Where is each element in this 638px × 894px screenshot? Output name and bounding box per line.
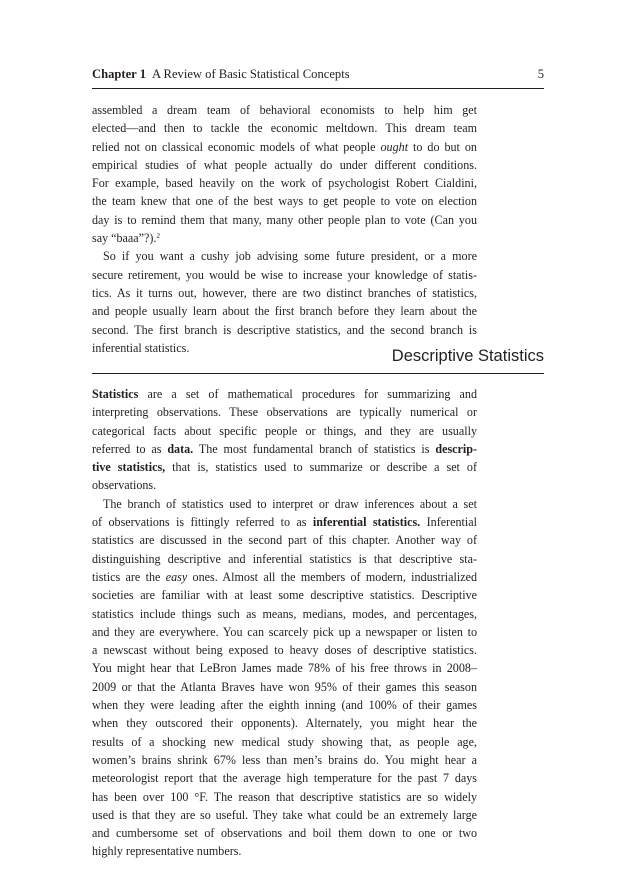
chapter-label: Chapter 1 <box>92 67 146 81</box>
text-line: 2009 or that the Atlanta Braves have won 95% of their games this season <box>92 679 477 694</box>
text-line: So if you want a cushy job advising some future president, or a more <box>103 249 477 264</box>
text-line: women’s brains shrink 67% less than men’s brains do. You might hear a <box>92 752 477 767</box>
text-line: distinguishing descriptive and inferential statistics is that descriptive sta- <box>92 551 477 566</box>
text-line: assembled a dream team of behavioral economists to help him get <box>92 103 477 117</box>
text-line: secure retirement, you would be wise to increase your knowledge of statis- <box>92 267 477 282</box>
text-line: and people usually learn about the first branch before they learn about the <box>92 304 477 319</box>
intro-text <box>92 101 477 357</box>
chapter-title: A Review of Basic Statistical Concepts <box>152 67 350 81</box>
text-line: societies are familiar with at least some descriptive statistics. Descriptive <box>92 588 477 603</box>
header-rule <box>92 88 544 89</box>
text-line: meteorologist report that the average high temperature for the past 7 days <box>92 771 477 786</box>
text-line: has been over 100 °F. The reason that descriptive statistics are so widely <box>92 789 477 804</box>
text-line: elected—and then to tackle the economic meltdown. This dream team <box>92 121 477 136</box>
text-line: of observations is fittingly referred to as inferential statistics. Inferential <box>92 515 477 530</box>
page-number: 5 <box>537 67 544 81</box>
text-line: referred to as data. The most fundamental branch of statistics is descrip- <box>92 441 477 456</box>
text-line: second. The first branch is descriptive statistics, and the second branch is <box>92 322 477 337</box>
text-line: categorical facts about specific people or things, and they are usually <box>92 423 477 438</box>
text-line: For example, based heavily on the work of psychologist Robert Cialdini, <box>92 176 477 191</box>
text-line: and they are everywhere. You can scarcely pick up a newspaper or listen to <box>92 624 477 639</box>
footnote-marker: 2 <box>156 232 160 241</box>
text-line: relied not on classical economic models of what people ought to do but on <box>92 139 477 154</box>
text-line: observations. <box>92 478 157 493</box>
running-header <box>92 64 544 84</box>
text-line: when they were leading after the eighth inning (and 100% of their games <box>92 698 477 713</box>
text-line: inferential statistics. <box>92 340 190 355</box>
text-line: The branch of statistics used to interpret or draw inferences about a set <box>103 496 477 511</box>
text-line: tistics are the easy ones. Almost all the members of modern, industrialized <box>92 569 477 584</box>
text-line: a newscast without being exposed to heavy doses of descriptive statistics. <box>92 643 477 658</box>
text-line: used is that they are so useful. They take what could be an extremely large <box>92 807 477 822</box>
section-text <box>92 385 477 861</box>
text-line: tics. As it turns out, however, there are two distinct branches of statistics, <box>92 285 477 300</box>
text-line: statistics are discussed in the second part of this chapter. Another way of <box>92 533 477 548</box>
text-line: interpreting observations. These observations are typically numerical or <box>92 405 477 420</box>
text-line: You might hear that LeBron James made 78% of his free throws in 2008– <box>92 661 477 676</box>
section-rule <box>92 373 544 374</box>
text-line: say “baaa”?).$^2$ <box>92 231 160 246</box>
text-line: when they outscored their opponents). Alternately, you might hear the <box>92 716 477 731</box>
text-line: the team knew that one of the best ways to get people to vote on election <box>92 194 477 209</box>
text-line: empirical studies of what people actually do under different conditions. <box>92 157 477 172</box>
text-line: statistics include things such as means, medians, modes, and percentages, <box>92 606 477 621</box>
text-line: tive statistics, that is, statistics used to summarize or describe a set of <box>92 460 477 475</box>
text-line: and cumbersome set of observations and boil them down to one or two <box>92 826 477 841</box>
text-line: day is to remind them that many, many other people plan to vote (Can you <box>92 212 477 227</box>
text-line: highly representative numbers. <box>92 844 242 859</box>
text-line: Statistics are a set of mathematical procedures for summarizing and <box>92 387 477 401</box>
section-heading: Descriptive Statistics <box>391 347 544 365</box>
text-line: results of a shocking new medical study showing that, as people age, <box>92 734 477 749</box>
